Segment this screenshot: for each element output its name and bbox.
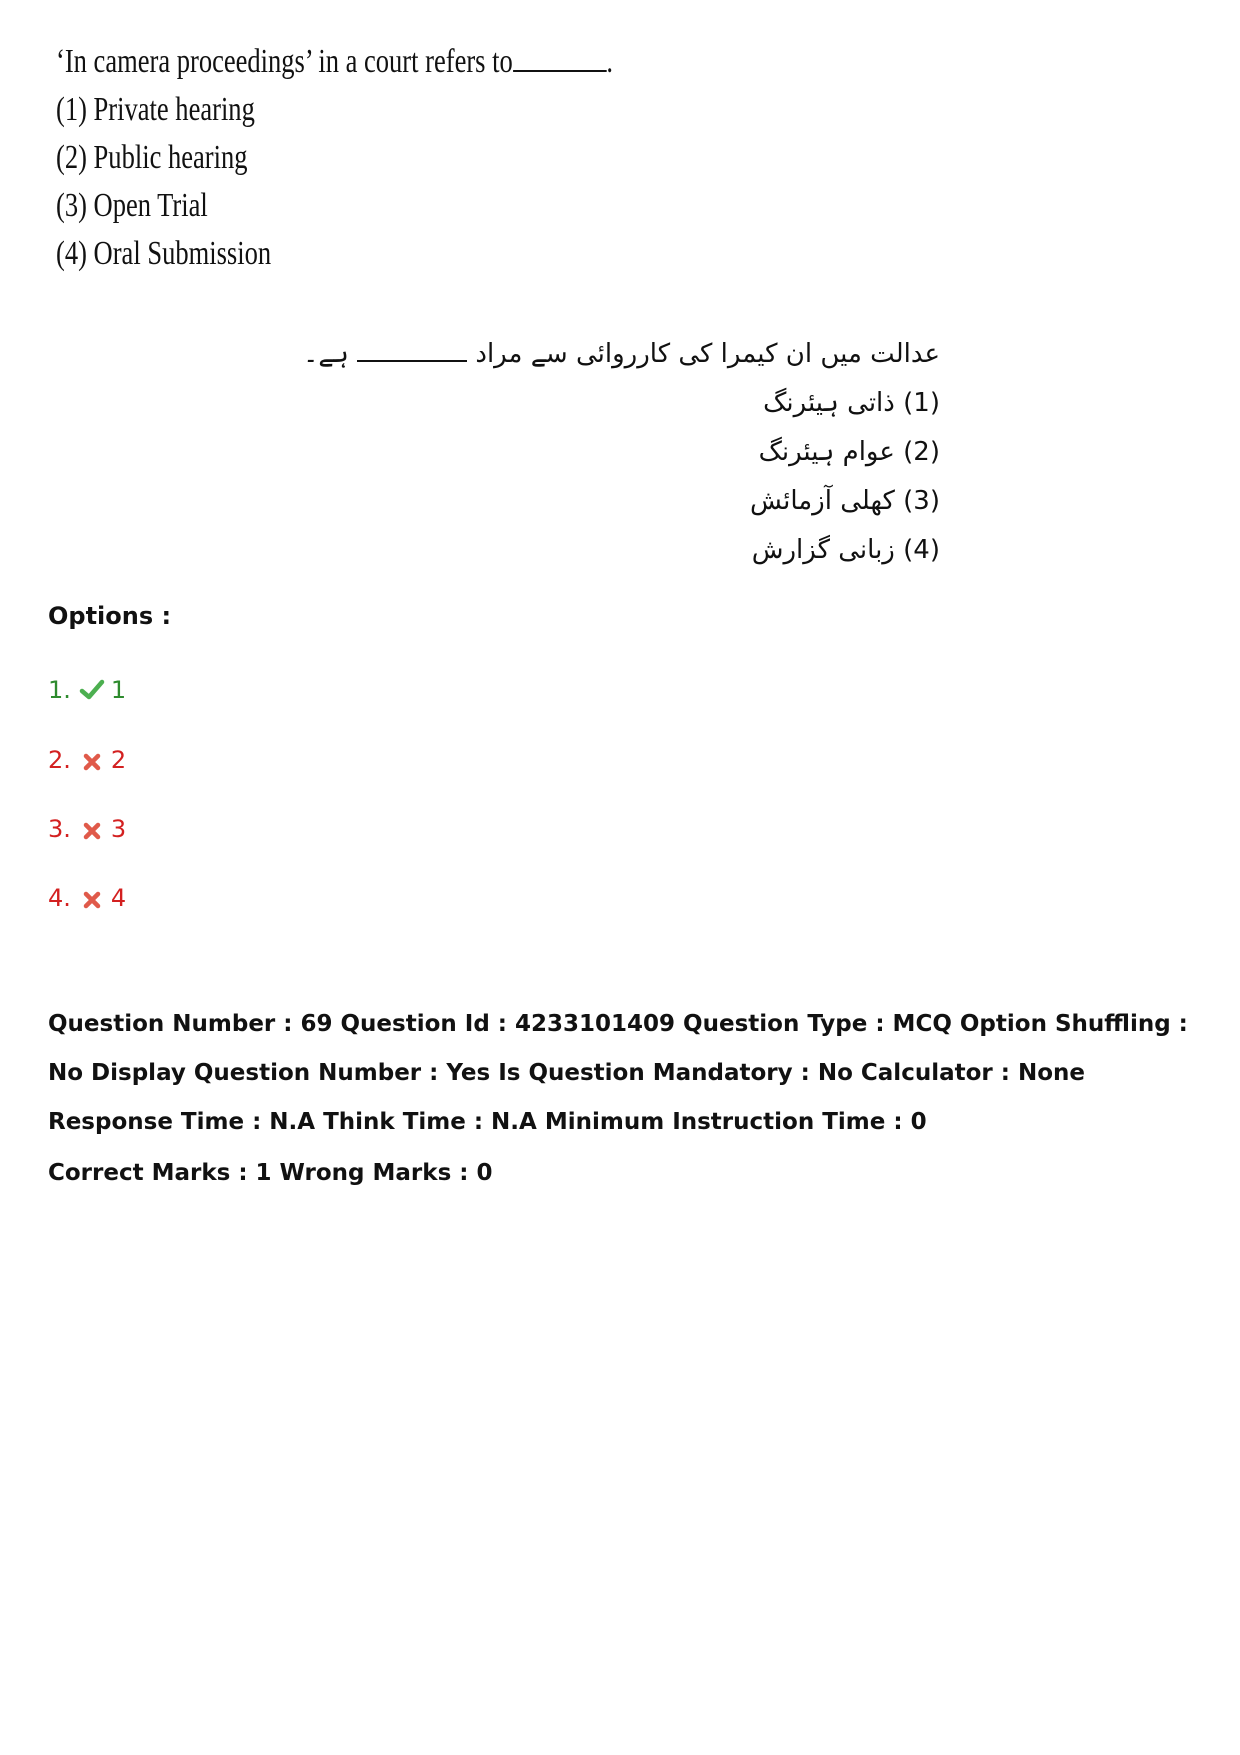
answer-option-1: 1. 1 — [48, 676, 127, 704]
question-option-en-4: (4) Oral Submission — [56, 235, 272, 272]
question-option-en-2: (2) Public hearing — [56, 139, 248, 176]
question-option-en-1: (1) Private hearing — [56, 91, 255, 128]
options-heading: Options : — [48, 602, 172, 630]
check-icon — [79, 677, 105, 703]
question-stem-ur: عدالت میں ان کیمرا کی کارروائی سے مراد ہے۔ — [440, 330, 940, 379]
question-english — [56, 38, 613, 278]
question-option-ur-3: (3) کھلی آزمائش — [749, 486, 940, 516]
question-urdu — [303, 330, 940, 575]
cross-icon — [79, 816, 105, 842]
question-metadata: Question Number : 69 Question Id : 4233101409 Question Type : MCQ Option Shuffling : No Display Question Number : Yes Is Question Mandatory : No Calculator : None Response Time : N.A Think Time : N.A Minimum Instruction Time : 0 — [48, 1011, 1188, 1135]
question-option-ur-4: (4) زبانی گزارش — [751, 535, 940, 565]
question-option-ur-1: (1) ذاتی ہیئرنگ — [763, 388, 940, 418]
cross-icon — [79, 885, 105, 911]
cross-icon — [79, 747, 105, 773]
question-stem-en: ‘In camera proceedings’ in a court refers to . — [56, 38, 493, 86]
answer-blank — [513, 40, 607, 72]
answer-option-4: 4. 4 — [48, 884, 127, 912]
question-option-en-3: (3) Open Trial — [56, 187, 208, 224]
marks-info: Correct Marks : 1 Wrong Marks : 0 — [48, 1160, 493, 1186]
answer-option-3: 3. 3 — [48, 815, 127, 843]
answer-option-2: 2. 2 — [48, 746, 127, 774]
answer-blank-ur — [357, 336, 467, 362]
question-option-ur-2: (2) عوام ہیئرنگ — [758, 437, 940, 467]
